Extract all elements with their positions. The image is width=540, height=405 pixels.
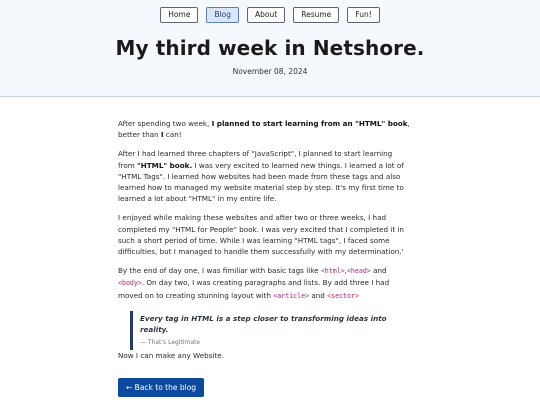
main-nav <box>0 0 540 23</box>
nav-resume-link[interactable]: Resume <box>293 7 339 23</box>
back-to-blog-button[interactable]: ← Back to the blog <box>118 378 204 397</box>
quote-text: Every tag in HTML is a step closer to transforming ideas into reality. <box>140 313 387 334</box>
code-sector: <sector> <box>327 291 359 300</box>
text-span: , better than <box>118 119 410 140</box>
nav-about-link[interactable]: About <box>247 7 285 23</box>
nav-fun-link[interactable]: Fun! <box>347 7 379 23</box>
text-span: I was very excited to learned new things. I learned a lot of "HTML Tags". I learned how websites had been made from these tags and also learned how to managed my website material step by step. It's my first time to learned a lot about "HTML" in my entire life. <box>118 160 404 204</box>
code-head: <head> <box>346 267 371 276</box>
text-bold: I planned to start learning from an "HTML" book <box>211 119 408 128</box>
text-span: After spending two week, <box>118 119 212 128</box>
text-span: can! <box>163 130 182 140</box>
code-html: <html> <box>320 267 345 276</box>
article-body <box>118 118 410 397</box>
text-bold: I <box>160 130 164 140</box>
text-span: , <box>344 266 347 276</box>
page-title: My third week in Netshore. <box>115 36 425 60</box>
text-span: . On day two, I was creating paragraphs and lists. By add three I had moved on to creating stunning layout with <box>118 278 390 300</box>
nav-blog-link[interactable]: Blog <box>206 7 239 23</box>
paragraph-html-book: I enjoyed while making these websites and after two or three weeks, I had completed my "HTML for People" book. I was very excited that I completed it in such a short period of time. While I was learning "HTML tags", I faced some difficulties, but I managed to handle them successfully with my determination.' <box>118 213 404 257</box>
text-bold: "HTML" book. <box>137 160 193 170</box>
paragraph-final: Now I can make any Website. <box>118 351 224 361</box>
text-span: By the end of day one, I was fimiliar with basic tags like <box>118 266 321 276</box>
page-header <box>0 0 540 97</box>
paragraph-javascript <box>118 148 410 204</box>
text-span: and <box>370 266 387 276</box>
nav-home-link[interactable]: Home <box>160 7 198 23</box>
code-article: <article> <box>273 291 310 300</box>
paragraph-tags <box>118 265 410 302</box>
paragraph-intro <box>118 118 410 140</box>
text-span: After I had learned three chapters of "JavaScript", I planned to start learning from <box>118 149 393 170</box>
text-span: and <box>309 290 328 300</box>
code-body: <body> <box>118 279 142 288</box>
blockquote <box>130 311 410 350</box>
post-date: November 08, 2024 <box>232 67 308 76</box>
quote-source: — That's Legitimate <box>140 338 201 346</box>
